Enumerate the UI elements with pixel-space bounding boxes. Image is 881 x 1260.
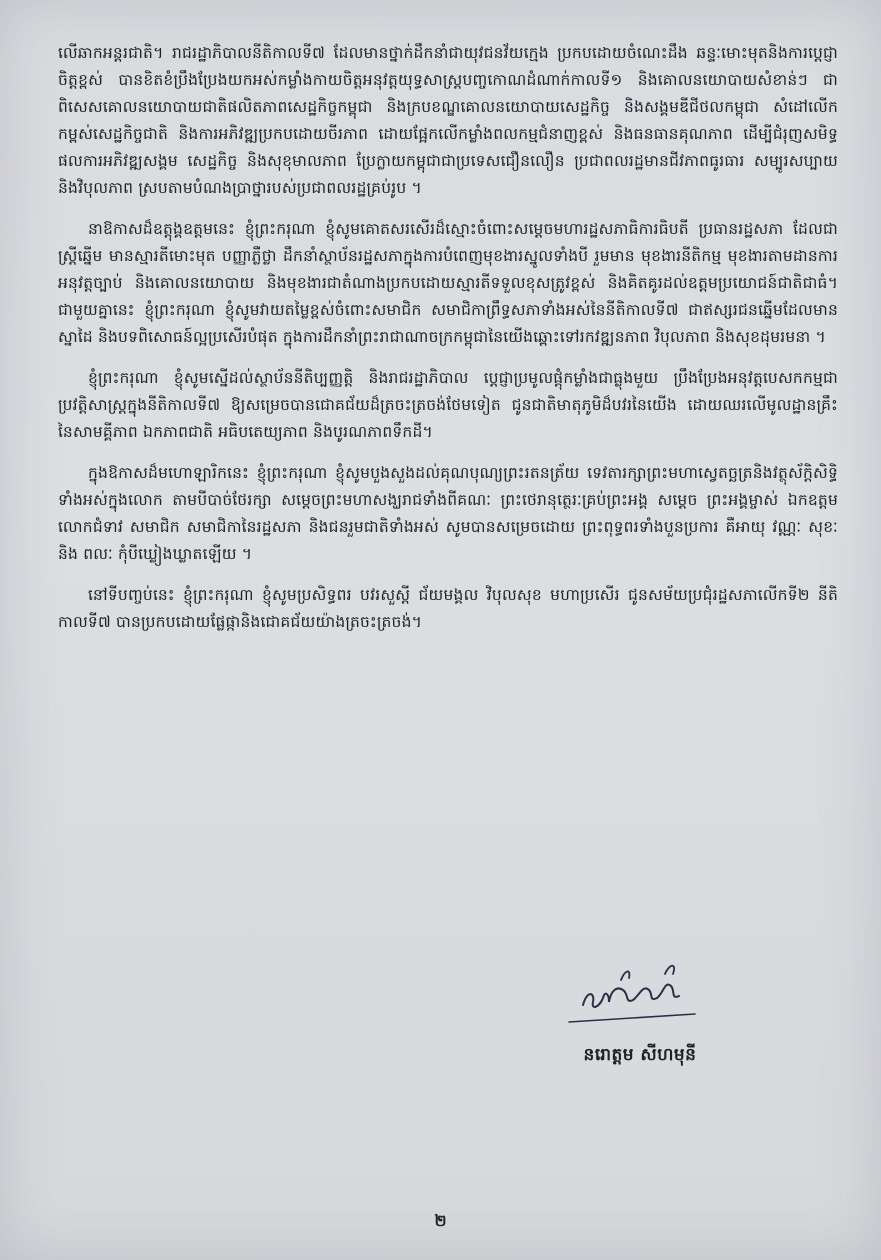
paragraph-4: ក្នុងឱកាសដ៏មហោឡារិកនេះ ខ្ញុំព្រះករុណា ខ្ញុំសូមបួងសួងដល់គុណបុណ្យព្រះរតនត្រ័យ ទេវតារក្សាព្រះមហាស្វេតច្ឆត្រនិងវត្ថុស័ក្តិសិទ្ធិទាំងអស់ក្នុងលោក តាមបីបាច់ថែរក្សា សម្តេចព្រះមហាសង្ឃរាជទាំងពីគណៈ ព្រះថេរានុត្ថេរៈគ្រប់ព្រះអង្គ សម្តេច ព្រះអង្គម្ចាស់ ឯកឧត្តម លោកជំទាវ សមាជិក សមាជិកានៃរដ្ឋសភា និងជនរួមជាតិទាំងអស់ សូមបានសម្រេចដោយ ព្រះពុទ្ធពរទាំងបួនប្រការ គឺអាយុ វណ្ណៈ សុខៈ និង ពលៈ កុំបីឃ្លៀងឃ្លាតឡើយ ។ [58,464,838,563]
paragraph-5: នៅទីបញ្ចប់នេះ ខ្ញុំព្រះករុណា ខ្ញុំសូមប្រសិទ្ធពរ បវរសួស្តី ជ័យមង្គល វិបុលសុខ មហាប្រសើរ ជូនសម័យប្រជុំរដ្ឋសភាលើកទី២ នីតិកាលទី៧ បានប្រកបដោយផ្លែផ្កានិងជោគជ័យយ៉ាងត្រចះត្រចង់។ [58,586,838,631]
page-number: ២ [434,1211,447,1230]
paragraph-2: នាឱកាសដ៏ឧត្តុង្គឧត្តមនេះ ខ្ញុំព្រះករុណា ខ្ញុំសូមគោតសរសើរដ៏ស្មោះចំពោះសម្តេចមហារដ្ឋសភាធិការធិបតី ប្រធានរដ្ឋសភា ដែលជាស្ត្រីឆ្នើម មានស្មារតីមោះមុត បញ្ញាភ្លឺថ្លា ដឹកនាំស្ថាប័នរដ្ឋសភាក្នុងការបំពេញមុខងារស្នូលទាំងបី រួមមាន មុខងារនីតិកម្ម មុខងារតាមដានការអនុវត្តច្បាប់ និងគោលនយោបាយ និងមុខងារជាតំណាងប្រកបដោយស្មារតីទទួលខុសត្រូវខ្ពស់ និងគិតគូរដល់ឧត្តមប្រយោជន៍ជាតិជាធំ។ ជាមួយគ្នានេះ ខ្ញុំព្រះករុណា ខ្ញុំសូមវាយតម្លៃខ្ពស់ចំពោះសមាជិក សមាជិកាព្រឹទ្ធសភាទាំងអស់នៃនីតិកាលទី៧ ជាឥស្សរជនឆ្នើមដែលមានស្នាដៃ និងបទពិសោធន៍ល្អប្រសើរបំផុត ក្នុងការដឹកនាំព្រះរាជាណាចក្រកម្ពុជានៃយើងឆ្ពោះទៅរកវឌ្ឍនភាព វិបុលភាព និងសុខដុមរមនា ។ [58,220,838,346]
signature-block [540,950,740,1069]
paragraph-3: ខ្ញុំព្រះករុណា ខ្ញុំសូមស្នើដល់ស្ថាប័ននីតិប្បញ្ញត្តិ និងរាជរដ្ឋាភិបាល ប្តេជ្ញាប្រមូលផ្តុំកម្លាំងជាធ្លុងមួយ ប្រឹងប្រែងអនុវត្តបេសកកម្មជាប្រវត្តិសាស្ត្រក្នុងនីតិកាលទី៧ ឱ្យសម្រេចបានជោគជ័យដ៏ត្រចះត្រចង់ថែមទៀត ជូនជាតិមាតុភូមិដ៏បវរនៃយើង ដោយឈរលើមូលដ្ឋានគ្រឹះ នៃសាមគ្គីភាព ឯកភាពជាតិ អធិបតេយ្យភាព និងបូរណភាពទឹកដី។ [58,369,838,441]
signer-name: នរោត្តម សីហមុនី [583,1045,697,1065]
paragraph-1: លើឆាកអន្តរជាតិ។ រាជរដ្ឋាភិបាលនីតិកាលទី៧ ដែលមានថ្នាក់ដឹកនាំជាយុវជនវ័យក្មេង ប្រកបដោយចំណេះដឹង ឆន្ទៈមោះមុតនិងការប្តេជ្ញាចិត្តខ្ពស់ បានខិតខំប្រឹងប្រែងយកអស់កម្លាំងកាយចិត្តអនុវត្តយុទ្ធសាស្ត្របញ្ចកោណដំណាក់កាលទី១ និងគោលនយោបាយសំខាន់ៗ ជាពិសេសគោលនយោបាយជាតិផលិតភាពសេដ្ឋកិច្ចកម្ពុជា និងក្របខណ្ឌគោលនយោបាយសេដ្ឋកិច្ច និងសង្គមឌីជីថលកម្ពុជា សំដៅលើកកម្ពស់សេដ្ឋកិច្ចជាតិ និងការអភិវឌ្ឍប្រកបដោយចីរភាព ដោយផ្អែកលើកម្លាំងពលកម្មជំនាញខ្ពស់ និងធនធានគុណភាព ដើម្បីជំរុញសមិទ្ធផលការអភិវឌ្ឍសង្គម សេដ្ឋកិច្ច និងសុខុមាលភាព ប្រែក្លាយកម្ពុជាជាប្រទេសជឿនលឿន ប្រជាពលរដ្ឋមានជីវភាពធូរធារ សម្បូរសប្បាយ និងវិបុលភាព ស្របតាមបំណងប្រាថ្នារបស់ប្រជាពលរដ្ឋគ្រប់រូប ។ [58,44,838,197]
handwritten-signature [565,950,715,1030]
document-body [58,40,838,650]
